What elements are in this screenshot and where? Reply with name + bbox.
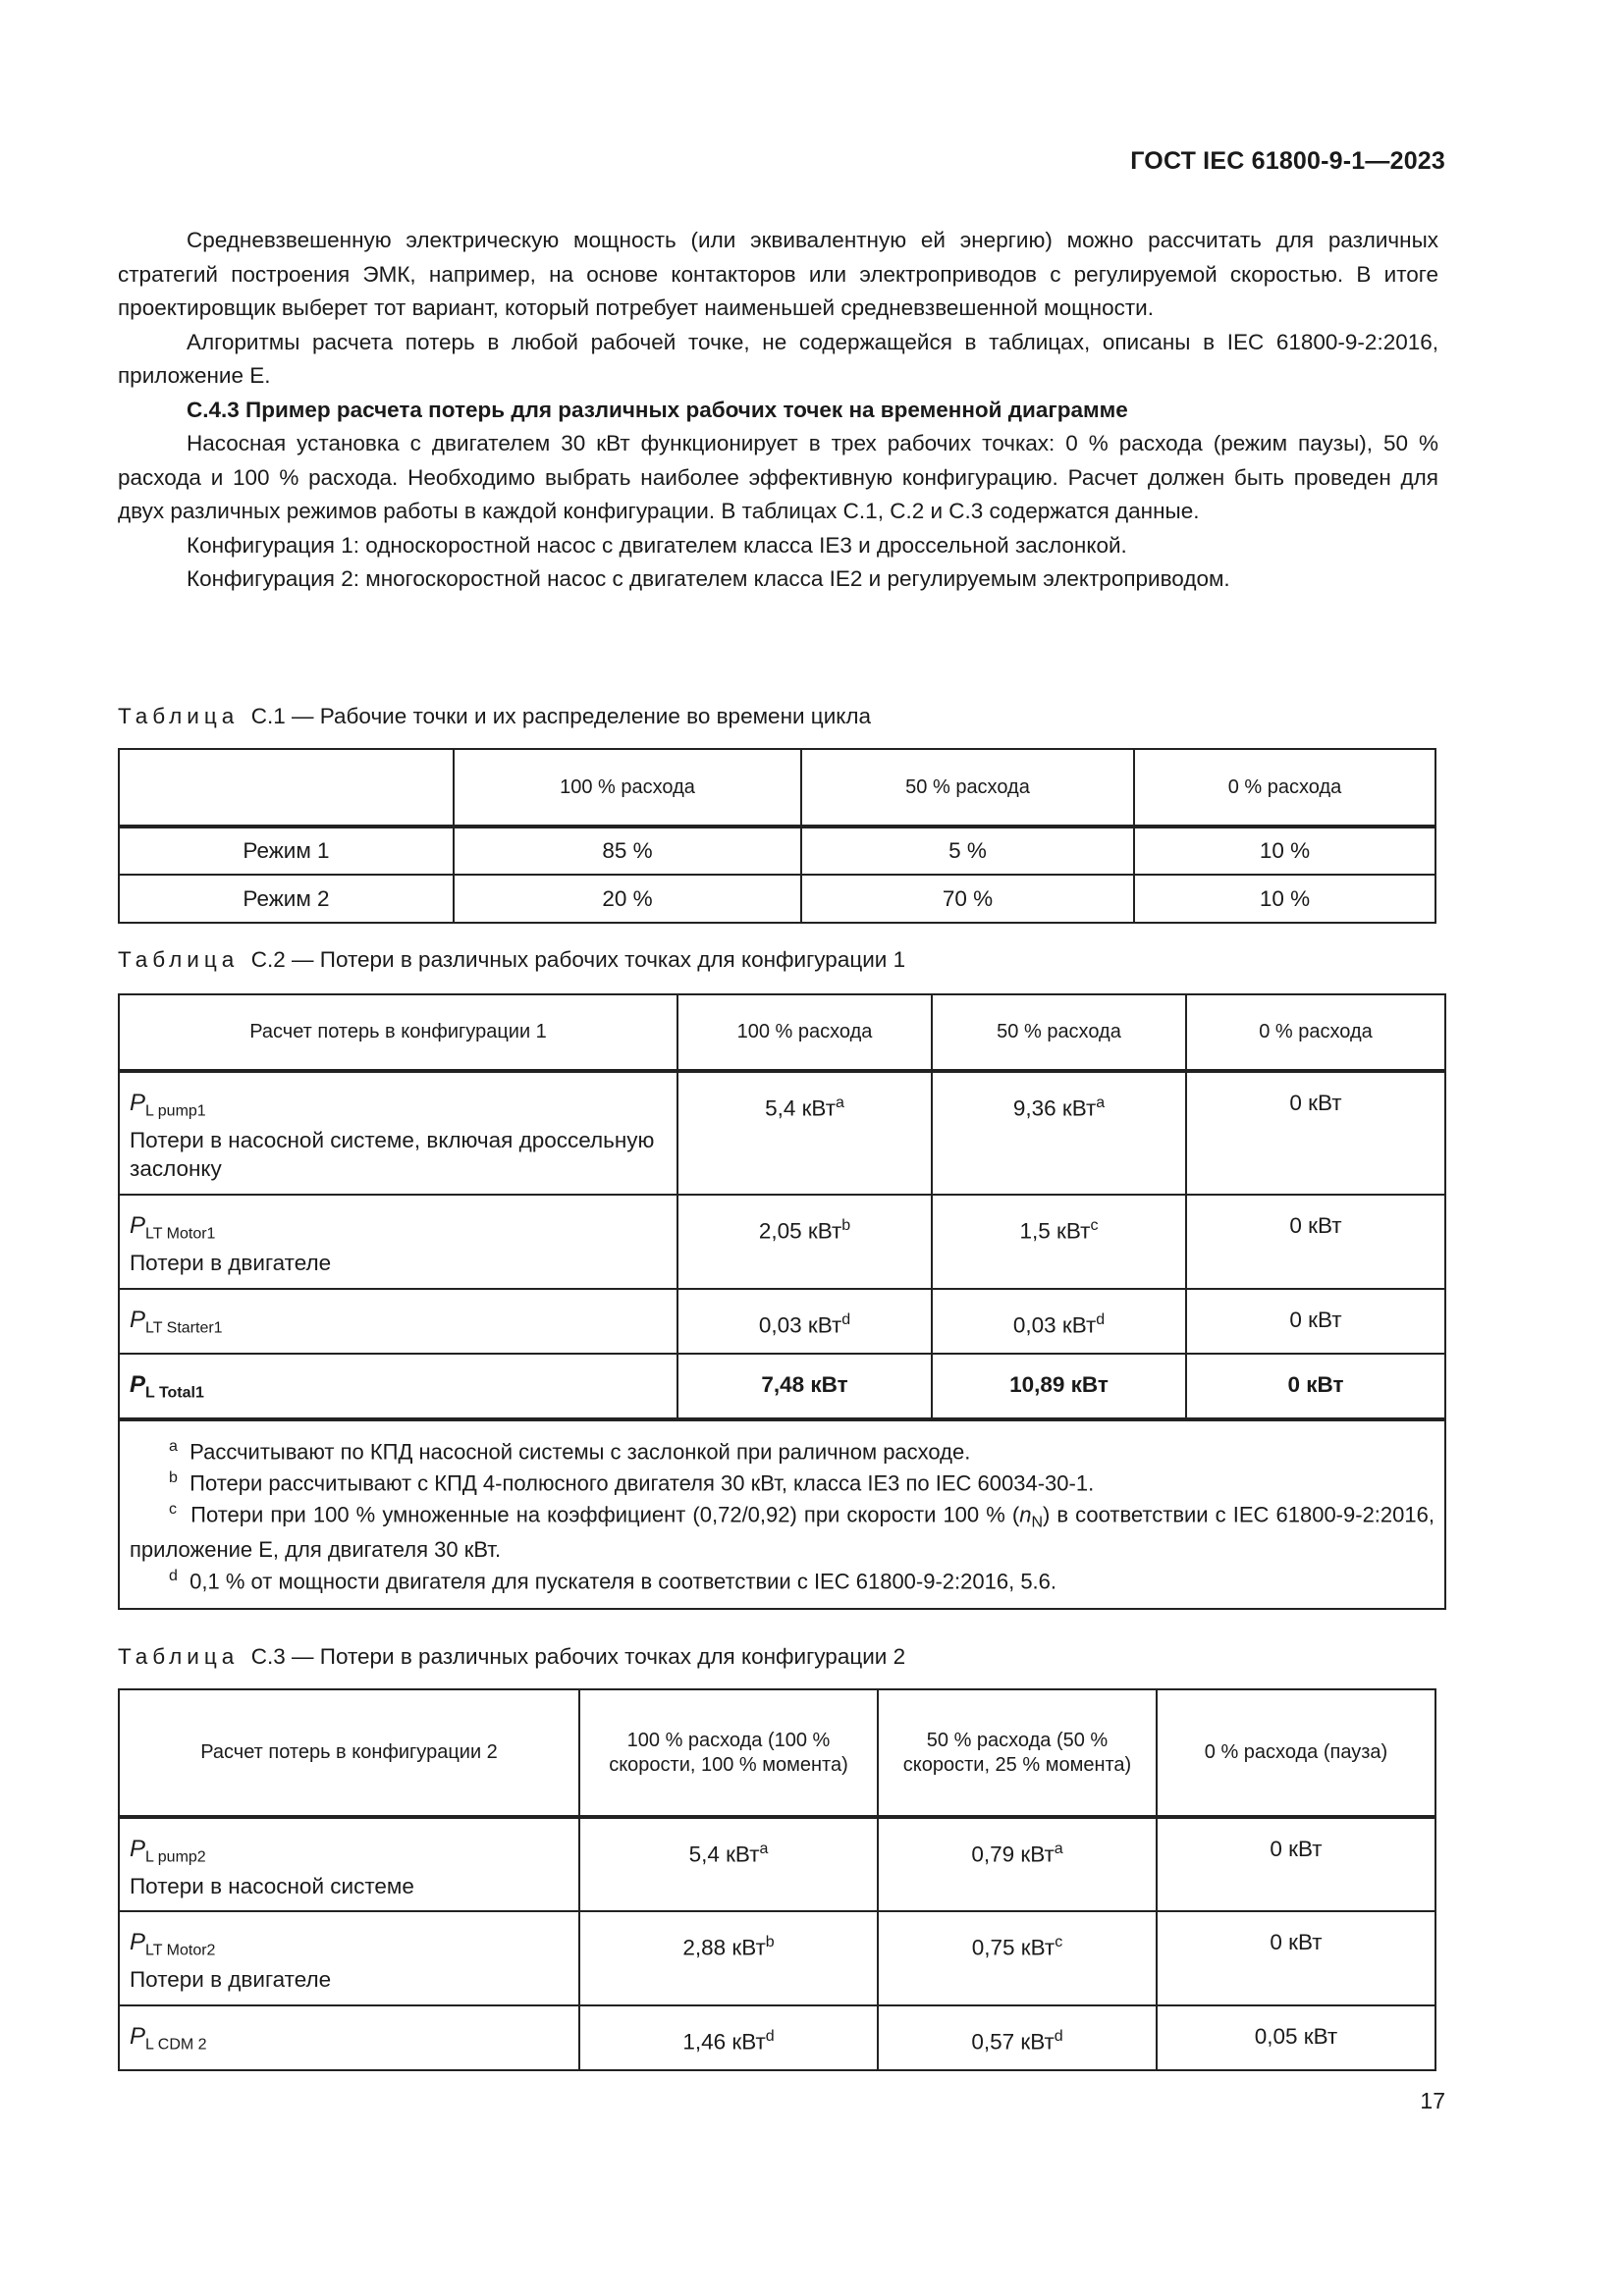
table1-caption: Таблица С.1 — Рабочие точки и их распределение во времени цикла xyxy=(118,704,872,728)
table1-cell: 85 % xyxy=(454,827,801,875)
table2 xyxy=(118,993,1446,1610)
table2-row-label: $P_{L Total1}$ xyxy=(119,1354,677,1419)
table1-cell: 10 % xyxy=(1134,875,1435,923)
table2-cell: 5,4 кВт$^a$ xyxy=(677,1071,932,1195)
table3-header-1: 100 % расхода (100 % скорости, 100 % момента) xyxy=(579,1689,878,1817)
table3 xyxy=(118,1688,1436,2071)
table2-caption: Таблица С.2 — Потери в различных рабочих точках для конфигурации 1 xyxy=(118,947,906,972)
table2-cell: 0,03 кВт$^d$ xyxy=(932,1289,1186,1354)
table2-header-1: 100 % расхода xyxy=(677,994,932,1071)
table-row xyxy=(119,875,1435,923)
table2-cell: 9,36 кВт$^a$ xyxy=(932,1071,1186,1195)
table-row xyxy=(119,1289,1445,1354)
note-a: $^a$ Рассчитывают по КПД насосной системы с заслонкой при раличном расходе. xyxy=(169,1437,971,1464)
document-code: ГОСТ IEC 61800-9-1—2023 xyxy=(1130,147,1445,175)
table-row xyxy=(119,1071,1445,1195)
table2-cell: 10,89 кВт xyxy=(932,1354,1186,1419)
table3-cell: 0,75 кВт$^c$ xyxy=(878,1911,1157,2005)
table3-cell: 0,57 кВт$^d$ xyxy=(878,2005,1157,2070)
table1-header-0 xyxy=(119,749,454,827)
table2-cell: 0 кВт xyxy=(1186,1289,1445,1354)
table-row-total xyxy=(119,1354,1445,1419)
note-b: $^b$ Потери рассчитывают с КПД 4-полюсного двигателя 30 кВт, класса IE3 по IEC 60034-30-1. xyxy=(169,1468,1095,1496)
table2-cell: 0 кВт xyxy=(1186,1071,1445,1195)
table3-caption: Таблица С.3 — Потери в различных рабочих точках для конфигурации 2 xyxy=(118,1644,906,1669)
table3-cell: 1,46 кВт$^d$ xyxy=(579,2005,878,2070)
table3-cell: 0,05 кВт xyxy=(1157,2005,1435,2070)
table1-cell: 20 % xyxy=(454,875,801,923)
table3-header-2: 50 % расхода (50 % скорости, 25 % момента) xyxy=(878,1689,1157,1817)
paragraph-2: Алгоритмы расчета потерь в любой рабочей точке, не содержащейся в таблицах, описаны в IEC 61800-9-2:2016, приложение Е. xyxy=(118,329,1438,388)
paragraph-4: Конфигурация 1: односкоростной насос с двигателем класса IE3 и дроссельной заслонкой. xyxy=(187,532,1127,558)
page-number: 17 xyxy=(1420,2088,1445,2113)
table2-cell: 0 кВт xyxy=(1186,1195,1445,1289)
table3-cell: 2,88 кВт$^b$ xyxy=(579,1911,878,2005)
table2-row-label: $P_{LT Starter1}$ xyxy=(119,1289,677,1354)
table3-cell: 0 кВт xyxy=(1157,1911,1435,2005)
table1 xyxy=(118,748,1436,924)
table2-cell: 2,05 кВт$^b$ xyxy=(677,1195,932,1289)
table3-header-0: Расчет потерь в конфигурации 2 xyxy=(119,1689,579,1817)
table2-row-label: $P_{LT Motor1}$ Потери в двигателе xyxy=(119,1195,677,1289)
table3-header-3: 0 % расхода (пауза) xyxy=(1157,1689,1435,1817)
table-row xyxy=(119,1195,1445,1289)
table1-cell: Режим 1 xyxy=(119,827,454,875)
table2-cell: 7,48 кВт xyxy=(677,1354,932,1419)
table3-cell: 0,79 кВт$^a$ xyxy=(878,1817,1157,1911)
table1-cell: 70 % xyxy=(801,875,1134,923)
table1-cell: Режим 2 xyxy=(119,875,454,923)
table3-row-label: $P_{LT Motor2}$ Потери в двигателе xyxy=(119,1911,579,2005)
table-row xyxy=(119,1911,1435,2005)
table2-notes-row xyxy=(119,1419,1445,1610)
table2-cell: 1,5 кВт$^c$ xyxy=(932,1195,1186,1289)
table2-header-3: 0 % расхода xyxy=(1186,994,1445,1071)
table3-row-label: $P_{L pump2}$ Потери в насосной системе xyxy=(119,1817,579,1911)
table1-header-1: 100 % расхода xyxy=(454,749,801,827)
table2-row-label: $P_{L pump1}$ Потери в насосной системе, включая дроссельную заслонку xyxy=(119,1071,677,1195)
table2-cell: 0,03 кВт$^d$ xyxy=(677,1289,932,1354)
table1-header-3: 0 % расхода xyxy=(1134,749,1435,827)
body-text xyxy=(118,224,1438,597)
table3-cell: 5,4 кВт$^a$ xyxy=(579,1817,878,1911)
table1-header-2: 50 % расхода xyxy=(801,749,1134,827)
table2-header-0: Расчет потерь в конфигурации 1 xyxy=(119,994,677,1071)
table-row xyxy=(119,1817,1435,1911)
paragraph-5: Конфигурация 2: многоскоростной насос с двигателем класса IE2 и регулируемым электроприводом. xyxy=(187,566,1230,591)
paragraph-1: Средневзвешенную электрическую мощность (или эквивалентную ей энергию) можно рассчитать для различных стратегий построения ЭМК, например, на основе контакторов или электроприводов с регулируемой скоростью. В итоге проектировщик выберет тот вариант, который потребует наименьшей средневзвешенной мощности. xyxy=(118,228,1438,320)
note-d: $^d$ 0,1 % от мощности двигателя для пускателя в соответствии с IEC 61800-9-2:2016, 5.6. xyxy=(169,1567,1057,1594)
table2-header-2: 50 % расхода xyxy=(932,994,1186,1071)
note-c: $^c$ Потери при 100 % умноженные на коэффициент (0,72/0,92) при скорости 100 % $(n_N)$ в соответствии с IEC 61800-9-2:2016, приложение Е, для двигателя 30 кВт. xyxy=(130,1501,1435,1562)
table2-cell: 0 кВт xyxy=(1186,1354,1445,1419)
table3-row-label: $P_{L CDM 2}$ xyxy=(119,2005,579,2070)
section-title: С.4.3 Пример расчета потерь для различных рабочих точек на временной диаграмме xyxy=(187,397,1128,422)
table1-cell: 10 % xyxy=(1134,827,1435,875)
table1-cell: 5 % xyxy=(801,827,1134,875)
table3-cell: 0 кВт xyxy=(1157,1817,1435,1911)
table-row xyxy=(119,827,1435,875)
table-row xyxy=(119,2005,1435,2070)
paragraph-3: Насосная установка с двигателем 30 кВт функционирует в трех рабочих точках: 0 % расхода (режим паузы), 50 % расхода и 100 % расхода. Необходимо выбрать наиболее эффективную конфигурацию. Расчет должен быть проведен для двух различных режимов работы в каждой конфигурации. В таблицах С.1, С.2 и С.3 содержатся данные. xyxy=(118,431,1438,523)
table2-notes xyxy=(119,1419,1445,1610)
